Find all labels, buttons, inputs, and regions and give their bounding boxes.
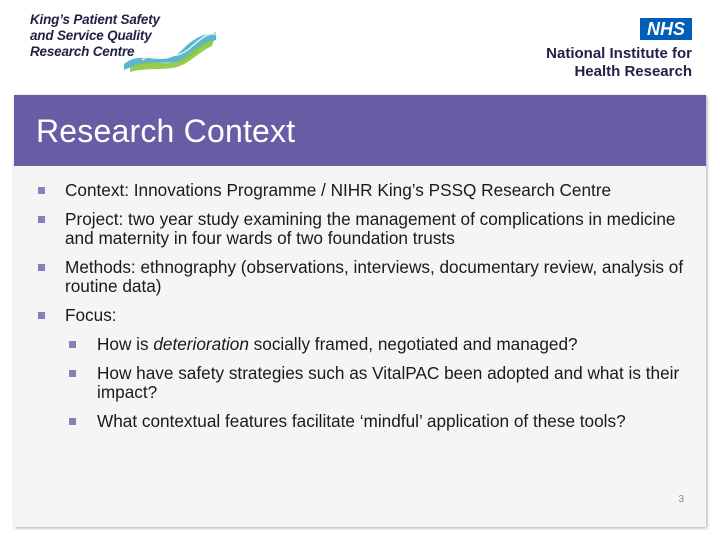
- slide-panel: [14, 95, 706, 527]
- square-bullet-icon: [69, 367, 76, 374]
- sub-bullet-item: [69, 335, 698, 354]
- kings-pssq-logo: [30, 12, 230, 80]
- bullet-item: [38, 306, 698, 431]
- wave-swoosh-icon: [122, 30, 218, 72]
- sub-bullet-item: [69, 412, 698, 431]
- title-band: [14, 95, 706, 166]
- square-bullet-icon: [69, 338, 76, 345]
- square-bullet-icon: [38, 184, 45, 191]
- kings-logo-line-1: King’s Patient Safety: [30, 12, 160, 27]
- kings-logo-line-3: Research Centre: [30, 44, 135, 59]
- bullet-text: Focus:: [65, 305, 117, 325]
- sub-bullet-text: How have safety strategies such as VitalPAC been adopted and what is their impact?: [97, 363, 680, 402]
- sub-bullet-text: What contextual features facilitate ‘mindful’ application of these tools?: [97, 411, 626, 431]
- nihr-line-2: Health Research: [574, 63, 692, 80]
- slide-title: Research Context: [36, 113, 296, 149]
- sub-bullet-text-pre: How is: [97, 334, 154, 354]
- sub-bullet-item: [69, 364, 698, 402]
- square-bullet-icon: [38, 309, 45, 316]
- sub-bullet-emphasis: deterioration: [153, 334, 249, 354]
- bullet-item: [38, 181, 698, 200]
- bullet-text: Project: two year study examining the management of complications in medicine and maternity in four wards of two foundation trusts: [65, 209, 676, 248]
- bullet-text: Methods: ethnography (observations, interviews, documentary review, analysis of routine data): [65, 257, 684, 296]
- nihr-line-1: National Institute for: [546, 45, 692, 62]
- bullet-text: Context: Innovations Programme / NIHR King’s PSSQ Research Centre: [65, 180, 612, 200]
- square-bullet-icon: [38, 213, 45, 220]
- square-bullet-icon: [69, 415, 76, 422]
- bullet-item: [38, 210, 698, 248]
- nhs-nihr-logo: [492, 14, 692, 84]
- sub-bullet-list: [69, 335, 698, 431]
- kings-logo-line-2: and Service Quality: [30, 28, 152, 43]
- bullet-item: [38, 258, 698, 296]
- page-number: 3: [678, 494, 684, 505]
- nihr-name: [546, 45, 692, 81]
- square-bullet-icon: [38, 261, 45, 268]
- bullet-list: [38, 181, 698, 441]
- nhs-badge: NHS: [640, 18, 692, 40]
- sub-bullet-text-post: socially framed, negotiated and managed?: [248, 334, 578, 354]
